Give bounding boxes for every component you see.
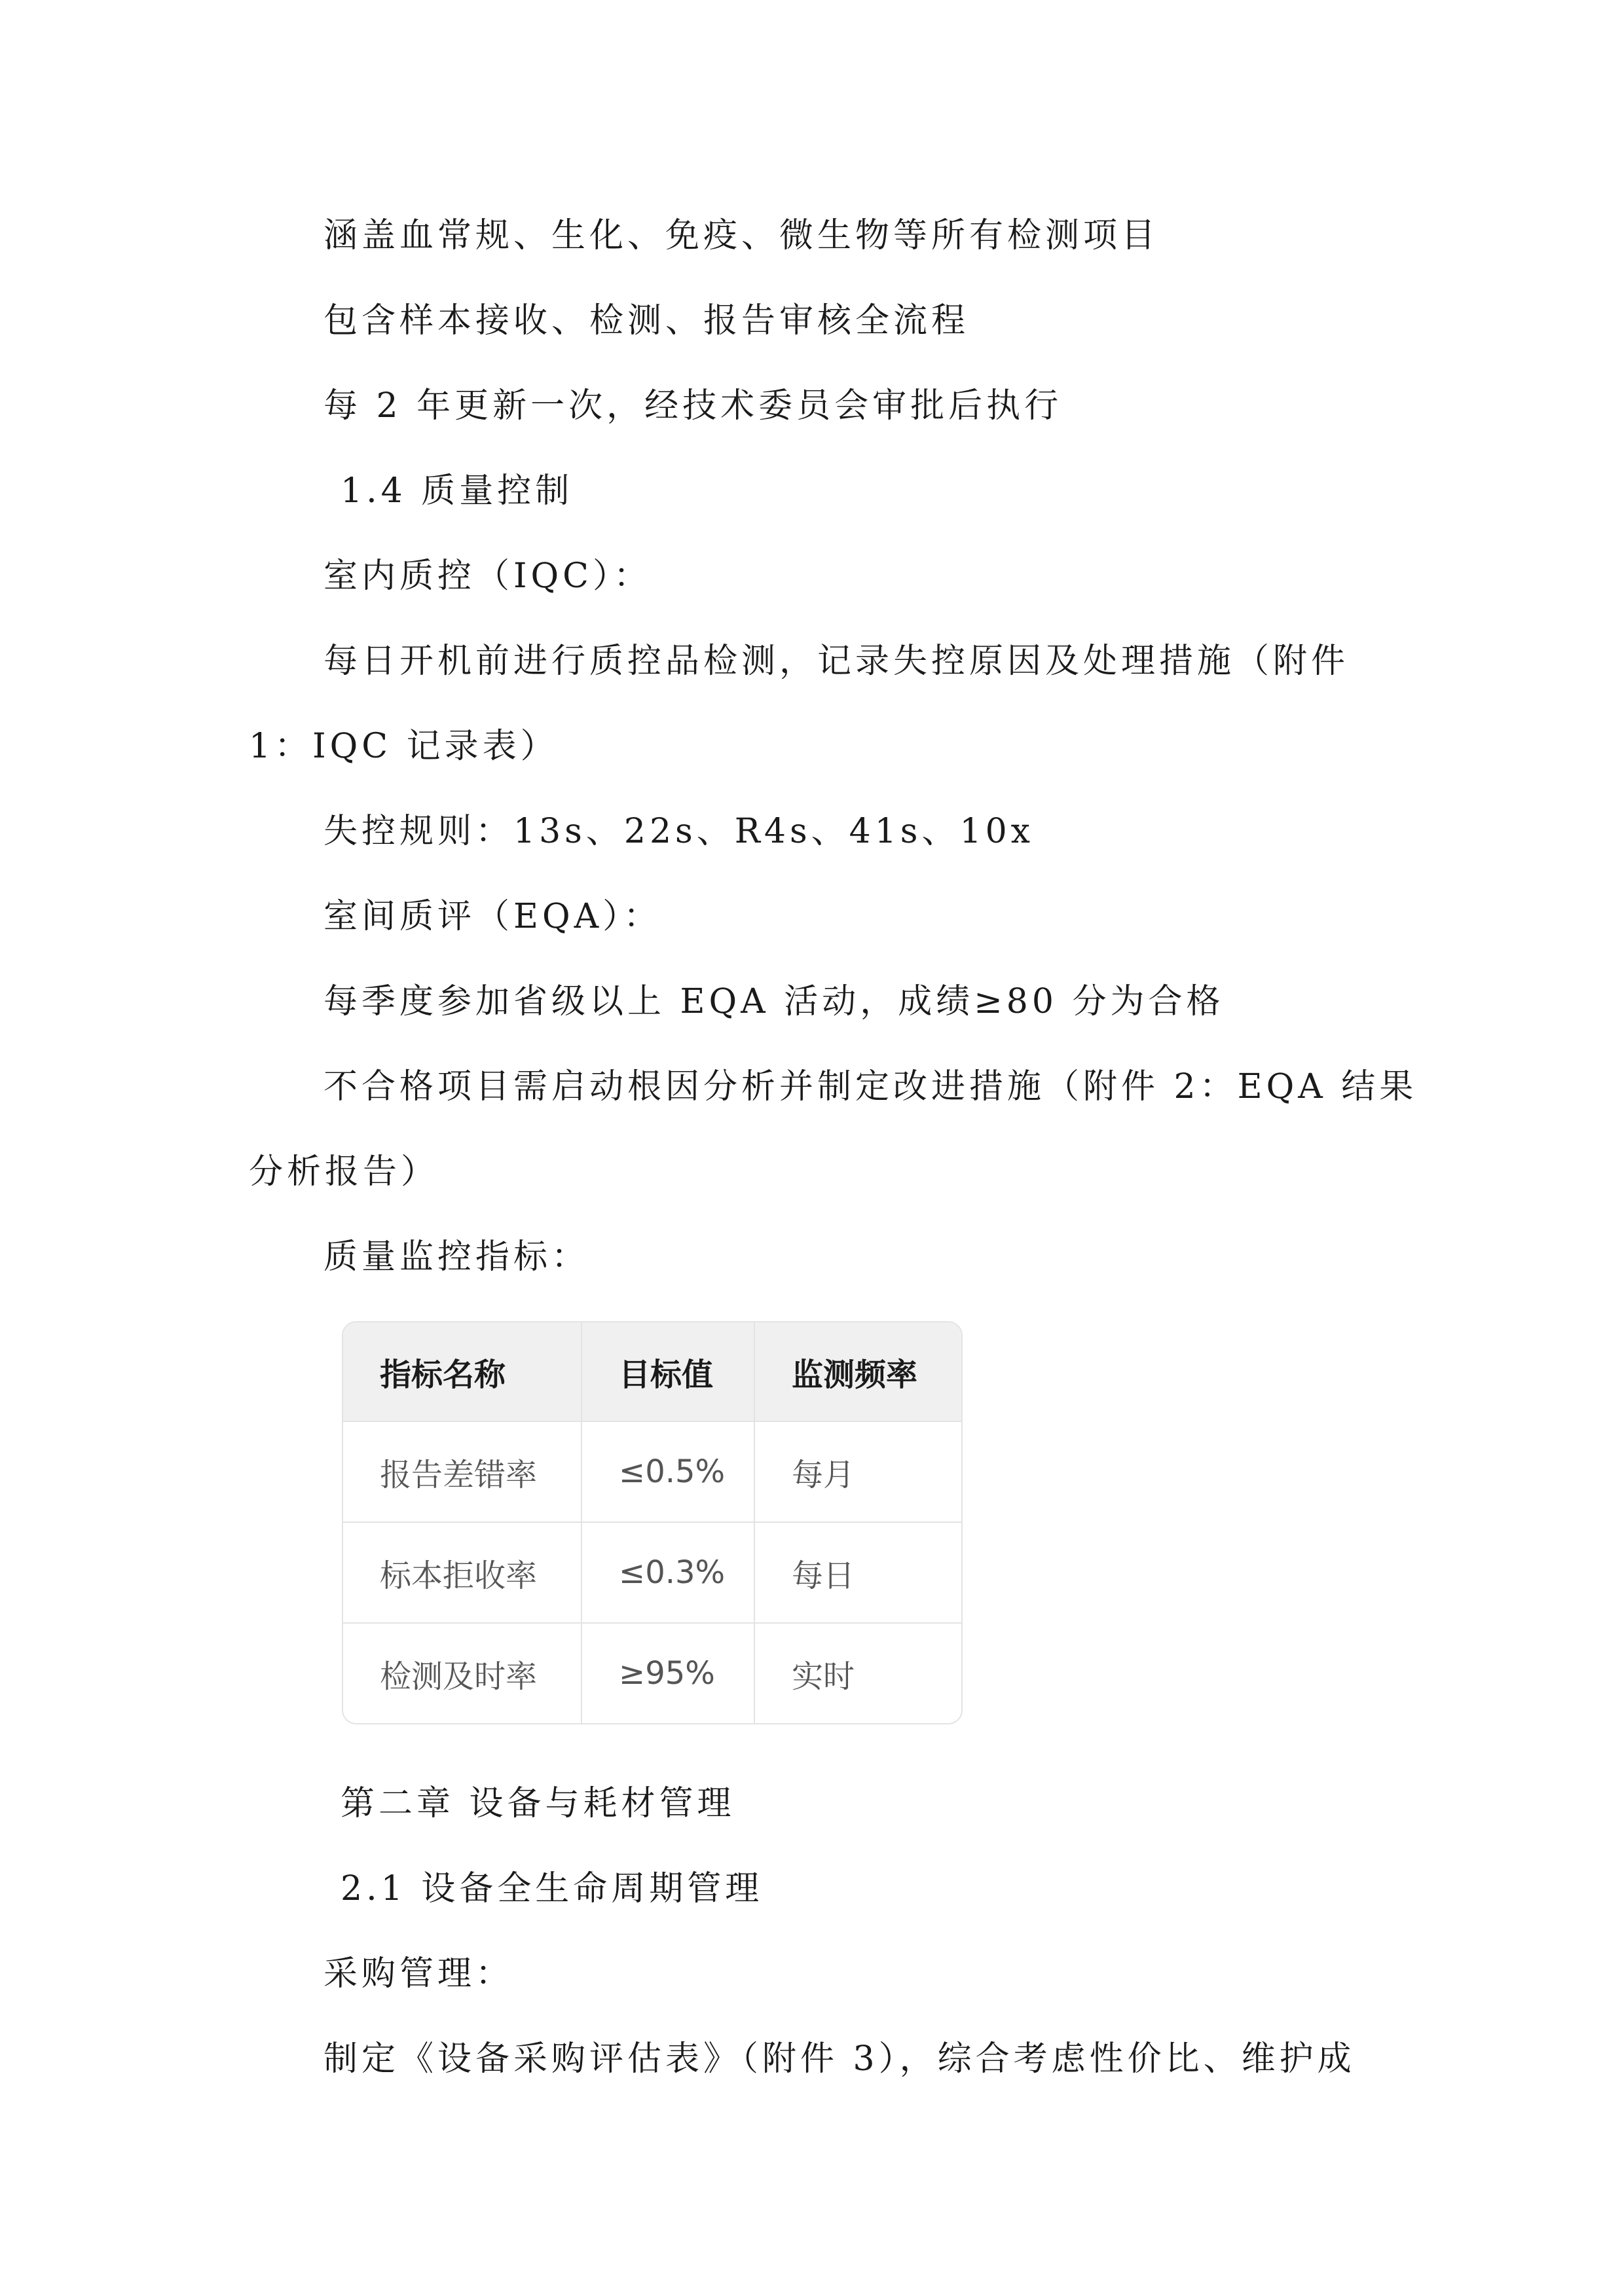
quality-indicator-table	[342, 1321, 963, 1724]
paragraph-eqa-title: 室间质评（EQA）：	[323, 897, 662, 936]
table-cell: ≤0.5%	[581, 1421, 754, 1522]
paragraph-eqa-quarterly: 每季度参加省级以上 EQA 活动，成绩≥80 分为合格	[323, 982, 1225, 1021]
paragraph-iqc-title: 室内质控（IQC）：	[323, 556, 652, 596]
table-row	[343, 1522, 961, 1623]
column-header-indicator: 指标名称	[343, 1322, 581, 1421]
paragraph-update-cycle: 每 2 年更新一次，经技术委员会审批后执行	[323, 386, 1063, 426]
table-row	[343, 1623, 961, 1723]
paragraph-control-rules: 失控规则：13s、22s、R4s、41s、10x	[323, 812, 1034, 851]
table-row	[343, 1421, 961, 1522]
paragraph-scope-process: 包含样本接收、检测、报告审核全流程	[323, 301, 970, 340]
paragraph-procurement-title: 采购管理：	[323, 1954, 514, 1994]
table-cell: ≤0.3%	[581, 1522, 754, 1623]
section-heading-quality-control: 1.4 质量控制	[341, 471, 574, 511]
table-cell: 每月	[754, 1421, 961, 1522]
table-cell: 每日	[754, 1522, 961, 1623]
table-cell: 检测及时率	[343, 1623, 581, 1723]
column-header-target: 目标值	[581, 1322, 754, 1421]
chapter-heading-equipment: 第二章 设备与耗材管理	[341, 1784, 735, 1823]
section-heading-lifecycle: 2.1 设备全生命周期管理	[341, 1869, 764, 1908]
paragraph-iqc-daily: 每日开机前进行质控品检测，记录失控原因及处理措施（附件	[323, 642, 1350, 681]
paragraph-procurement-form: 制定《设备采购评估表》（附件 3），综合考虑性价比、维护成	[323, 2039, 1356, 2079]
paragraph-iqc-daily-cont: 1：IQC 记录表）	[249, 727, 559, 766]
paragraph-monitor-indicators: 质量监控指标：	[323, 1237, 590, 1277]
table-header-row	[343, 1322, 961, 1421]
table-cell: ≥95%	[581, 1623, 754, 1723]
paragraph-scope-items: 涵盖血常规、生化、免疫、微生物等所有检测项目	[323, 216, 1160, 255]
table-cell: 标本拒收率	[343, 1522, 581, 1623]
table-cell: 实时	[792, 1658, 855, 1695]
column-header-frequency: 监测频率	[754, 1322, 961, 1421]
paragraph-eqa-unqualified-cont: 分析报告）	[249, 1152, 439, 1192]
table-cell: 报告差错率	[343, 1421, 581, 1522]
paragraph-eqa-unqualified: 不合格项目需启动根因分析并制定改进措施（附件 2：EQA 结果	[323, 1067, 1418, 1106]
